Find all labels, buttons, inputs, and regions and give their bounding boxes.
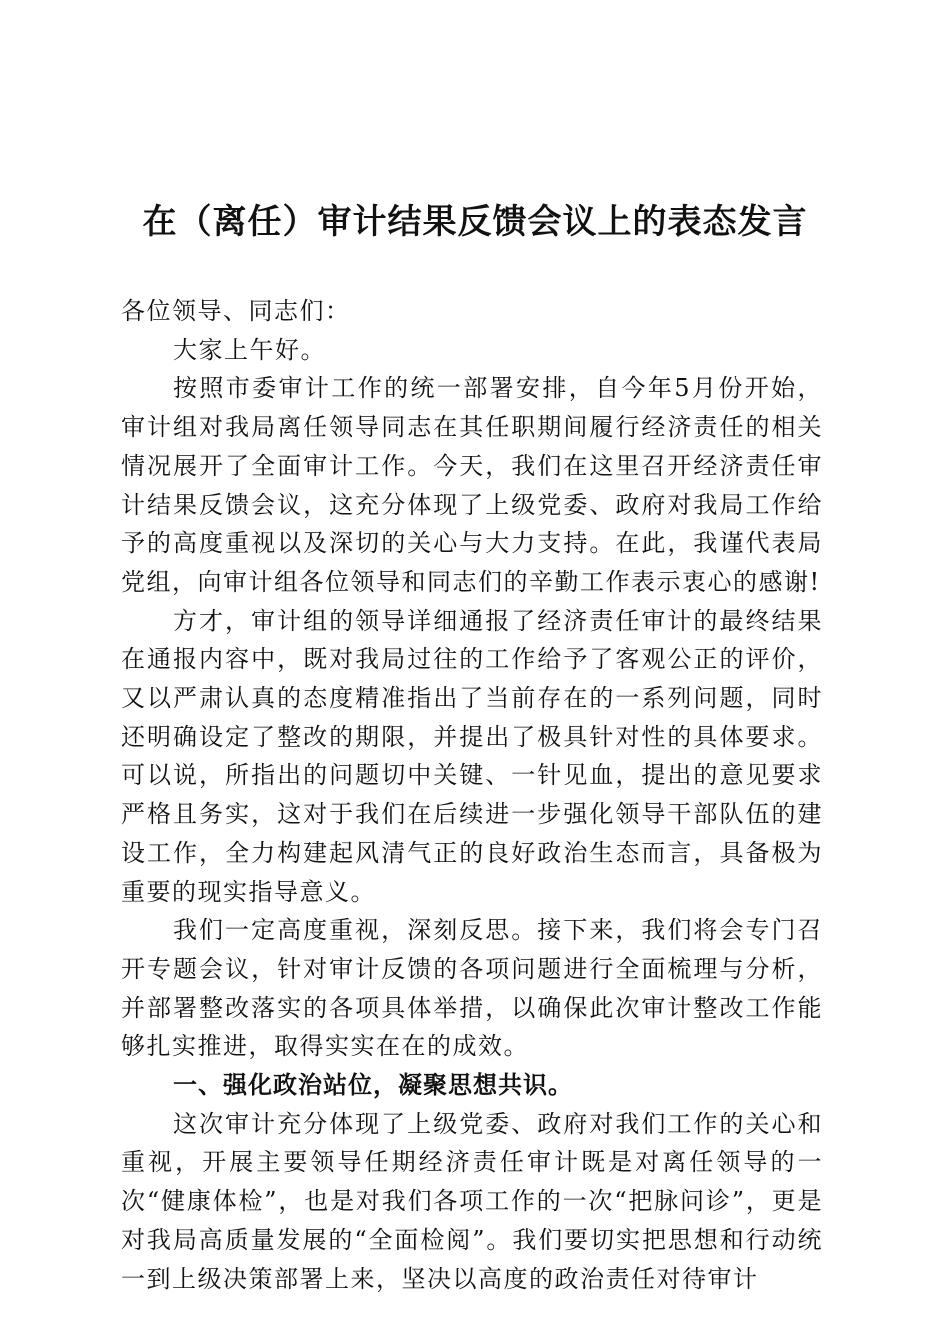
paragraph: 按照市委审计工作的统一部署安排，自今年5月份开始，审计组对我局离任领导同志在其任职期间履行经济责任的相关情况展开了全面审计工作。今天，我们在这里召开经济责任审计结果反馈会议，这充分体现了上级党委、政府对我局工作给予的高度重视以及深切的关心与大力支持。在此，我谨代表局党组，向审计组各位领导和同志们的辛勤工作表示衷心的感谢!: [121, 374, 823, 596]
greeting: 大家上午好。: [173, 335, 326, 364]
document-body: [121, 292, 823, 1298]
salutation: 各位领导、同志们：: [121, 297, 351, 325]
section-heading: 一、强化政治站位，凝聚思想共识。: [173, 1071, 573, 1100]
document-title: 在（离任）审计结果反馈会议上的表态发言: [142, 202, 808, 242]
paragraph: 方才，审计组的领导详细通报了经济责任审计的最终结果在通报内容中，既对我局过往的工作给予了客观公正的评价，又以严肃认真的态度精准指出了当前存在的一系列问题，同时还明确设定了整改的期限，并提出了极具针对性的具体要求。可以说，所指出的问题切中关键、一针见血，提出的意见要求严格且务实，这对于我们在后续进一步强化领导干部队伍的建设工作，全力构建起风清气正的良好政治生态而言，具备极为重要的现实指导意义。: [121, 606, 823, 906]
paragraph: 我们一定高度重视，深刻反思。接下来，我们将会专门召开专题会议，针对审计反馈的各项问题进行全面梳理与分析，并部署整改落实的各项具体举措，以确保此次审计整改工作能够扎实推进，取得实实在在的成效。: [121, 916, 823, 1061]
section-paragraph: 这次审计充分体现了上级党委、政府对我们工作的关心和重视，开展主要领导任期经济责任审计既是对离任领导的一次“健康体检”，也是对我们各项工作的一次“把脉问诊”，更是对我局高质量发展的“全面检阅”。我们要切实把思想和行动统一到上级决策部署上来，坚决以高度的政治责任对待审计: [121, 1109, 823, 1293]
